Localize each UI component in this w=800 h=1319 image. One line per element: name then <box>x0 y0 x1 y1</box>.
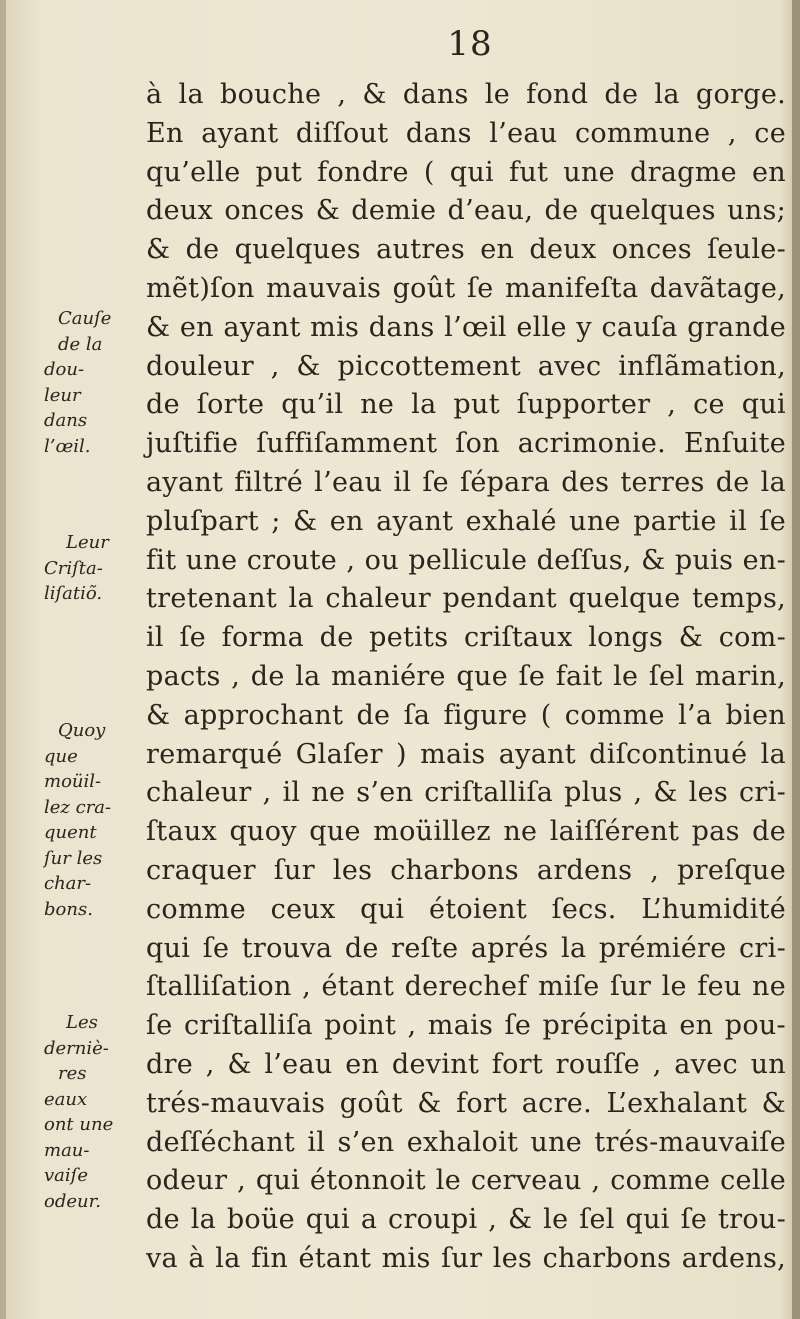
margin-note-line: de la <box>58 333 103 355</box>
margin-note-line: Les <box>66 1012 98 1033</box>
margin-note-cristalisation <box>44 530 140 607</box>
text-line: ayant filtré l’eau il ſe ſépara des terres de la <box>146 466 786 498</box>
text-line: chaleur , il ne s’en criſtalliſa plus , & les cri- <box>146 777 786 809</box>
text-line: En ayant diſſout dans l’eau commune , ce <box>146 117 786 149</box>
text-line: & de quelques autres en deux onces ſeule- <box>146 234 786 266</box>
text-line: trés-mauvais goût & fort acre. L’exhalant & <box>146 1087 786 1119</box>
margin-note-line: quent <box>44 822 97 843</box>
text-line: dre , & l’eau en devint fort rouſſe , avec un <box>146 1048 786 1080</box>
text-line: comme ceux qui étoient ſecs. L’humidité <box>146 893 786 925</box>
text-line: de ſorte qu’il ne la put ſupporter , ce qui <box>146 389 786 421</box>
margin-note-line: char- <box>44 873 92 894</box>
text-line: pluſpart ; & en ayant exhalé une partie il ſe <box>146 505 786 537</box>
margin-note-line: que <box>44 745 78 767</box>
text-line: odeur , qui étonnoit le cerveau , comme celle <box>146 1165 786 1197</box>
margin-note-line: leur <box>44 384 81 406</box>
margin-note-line: ont une <box>44 1114 114 1135</box>
margin-note-line: lez cra- <box>44 796 112 818</box>
margin-note-line: Cauſe <box>58 308 112 329</box>
margin-note-line: ſur les <box>44 847 103 869</box>
margin-note-dernieres-eaux <box>44 1010 140 1214</box>
text-line: mẽt)ſon mauvais goût ſe manifeſta davãtage, <box>146 272 786 304</box>
text-line: ſtalliſation , étant derechef miſe ſur le feu ne <box>146 971 786 1003</box>
text-line: & approchant de ſa figure ( comme l’a bien <box>146 699 786 731</box>
margin-note-line: Quoy <box>58 720 106 741</box>
text-line: il ſe forma de petits criſtaux longs & com- <box>146 622 786 654</box>
text-line: craquer ſur les charbons ardens , preſque <box>146 854 786 886</box>
margin-note-line: vaiſe <box>44 1165 88 1186</box>
margin-note-line: eaux <box>44 1088 88 1110</box>
margin-note-line: bons. <box>44 898 93 920</box>
text-line: à la bouche , & dans le fond de la gorge. <box>146 79 786 110</box>
margin-note-line: Leur <box>66 532 109 553</box>
text-line: qui ſe trouva de reſte aprés la prémiére cri- <box>146 932 786 964</box>
margin-note-line: dans <box>44 410 88 431</box>
text-line: ſe criſtalliſa point , mais ſe précipita en pou- <box>146 1010 786 1042</box>
text-line: fit une croute , ou pellicule deſſus, & puis en- <box>146 544 786 576</box>
margin-note-line: mau- <box>44 1139 90 1161</box>
text-line: qu’elle put fondre ( qui fut une dragme en <box>146 156 786 188</box>
margin-note-line: Criſta- <box>44 557 103 579</box>
margin-note-line: derniè- <box>44 1037 109 1059</box>
text-line: tretenant la chaleur pendant quelque temps, <box>146 583 786 615</box>
text-line: deux onces & demie d’eau, de quelques uns; <box>146 195 786 227</box>
margin-note-cause <box>44 306 140 459</box>
text-line: douleur , & piccottement avec inflãmation, <box>146 350 786 382</box>
text-line: deſſéchant il s’en exhaloit une trés-mauvaiſe <box>146 1126 786 1158</box>
text-line: va à la fin étant mis ſur les charbons ardens, <box>146 1242 786 1274</box>
body-text <box>146 76 786 1279</box>
margin-note-line: res <box>58 1063 87 1084</box>
margin-notes <box>0 0 140 1319</box>
text-line: & en ayant mis dans l’œil elle y cauſa grande <box>146 311 786 343</box>
margin-note-line: odeur. <box>44 1190 101 1212</box>
margin-note-line: liſatiõ. <box>44 583 103 604</box>
margin-note-line: l’œil. <box>44 435 91 457</box>
text-line: juſtifie ſuffiſamment ſon acrimonie. Enſuite <box>146 428 786 460</box>
margin-note-line: dou- <box>44 359 85 380</box>
text-line: ſtaux quoy que moüillez ne laiſſérent pas de <box>146 816 786 848</box>
margin-note-quoy <box>44 718 140 922</box>
margin-note-line: moüil- <box>44 771 102 792</box>
text-line: remarqué Glaſer ) mais ayant diſcontinué la <box>146 738 786 770</box>
page-right-edge <box>792 0 800 1319</box>
text-line: de la boüe qui a croupi , & le ſel qui ſe trou- <box>146 1204 786 1236</box>
page-number: 18 <box>447 24 493 64</box>
text-line: pacts , de la maniére que ſe fait le ſel marin, <box>146 660 786 692</box>
